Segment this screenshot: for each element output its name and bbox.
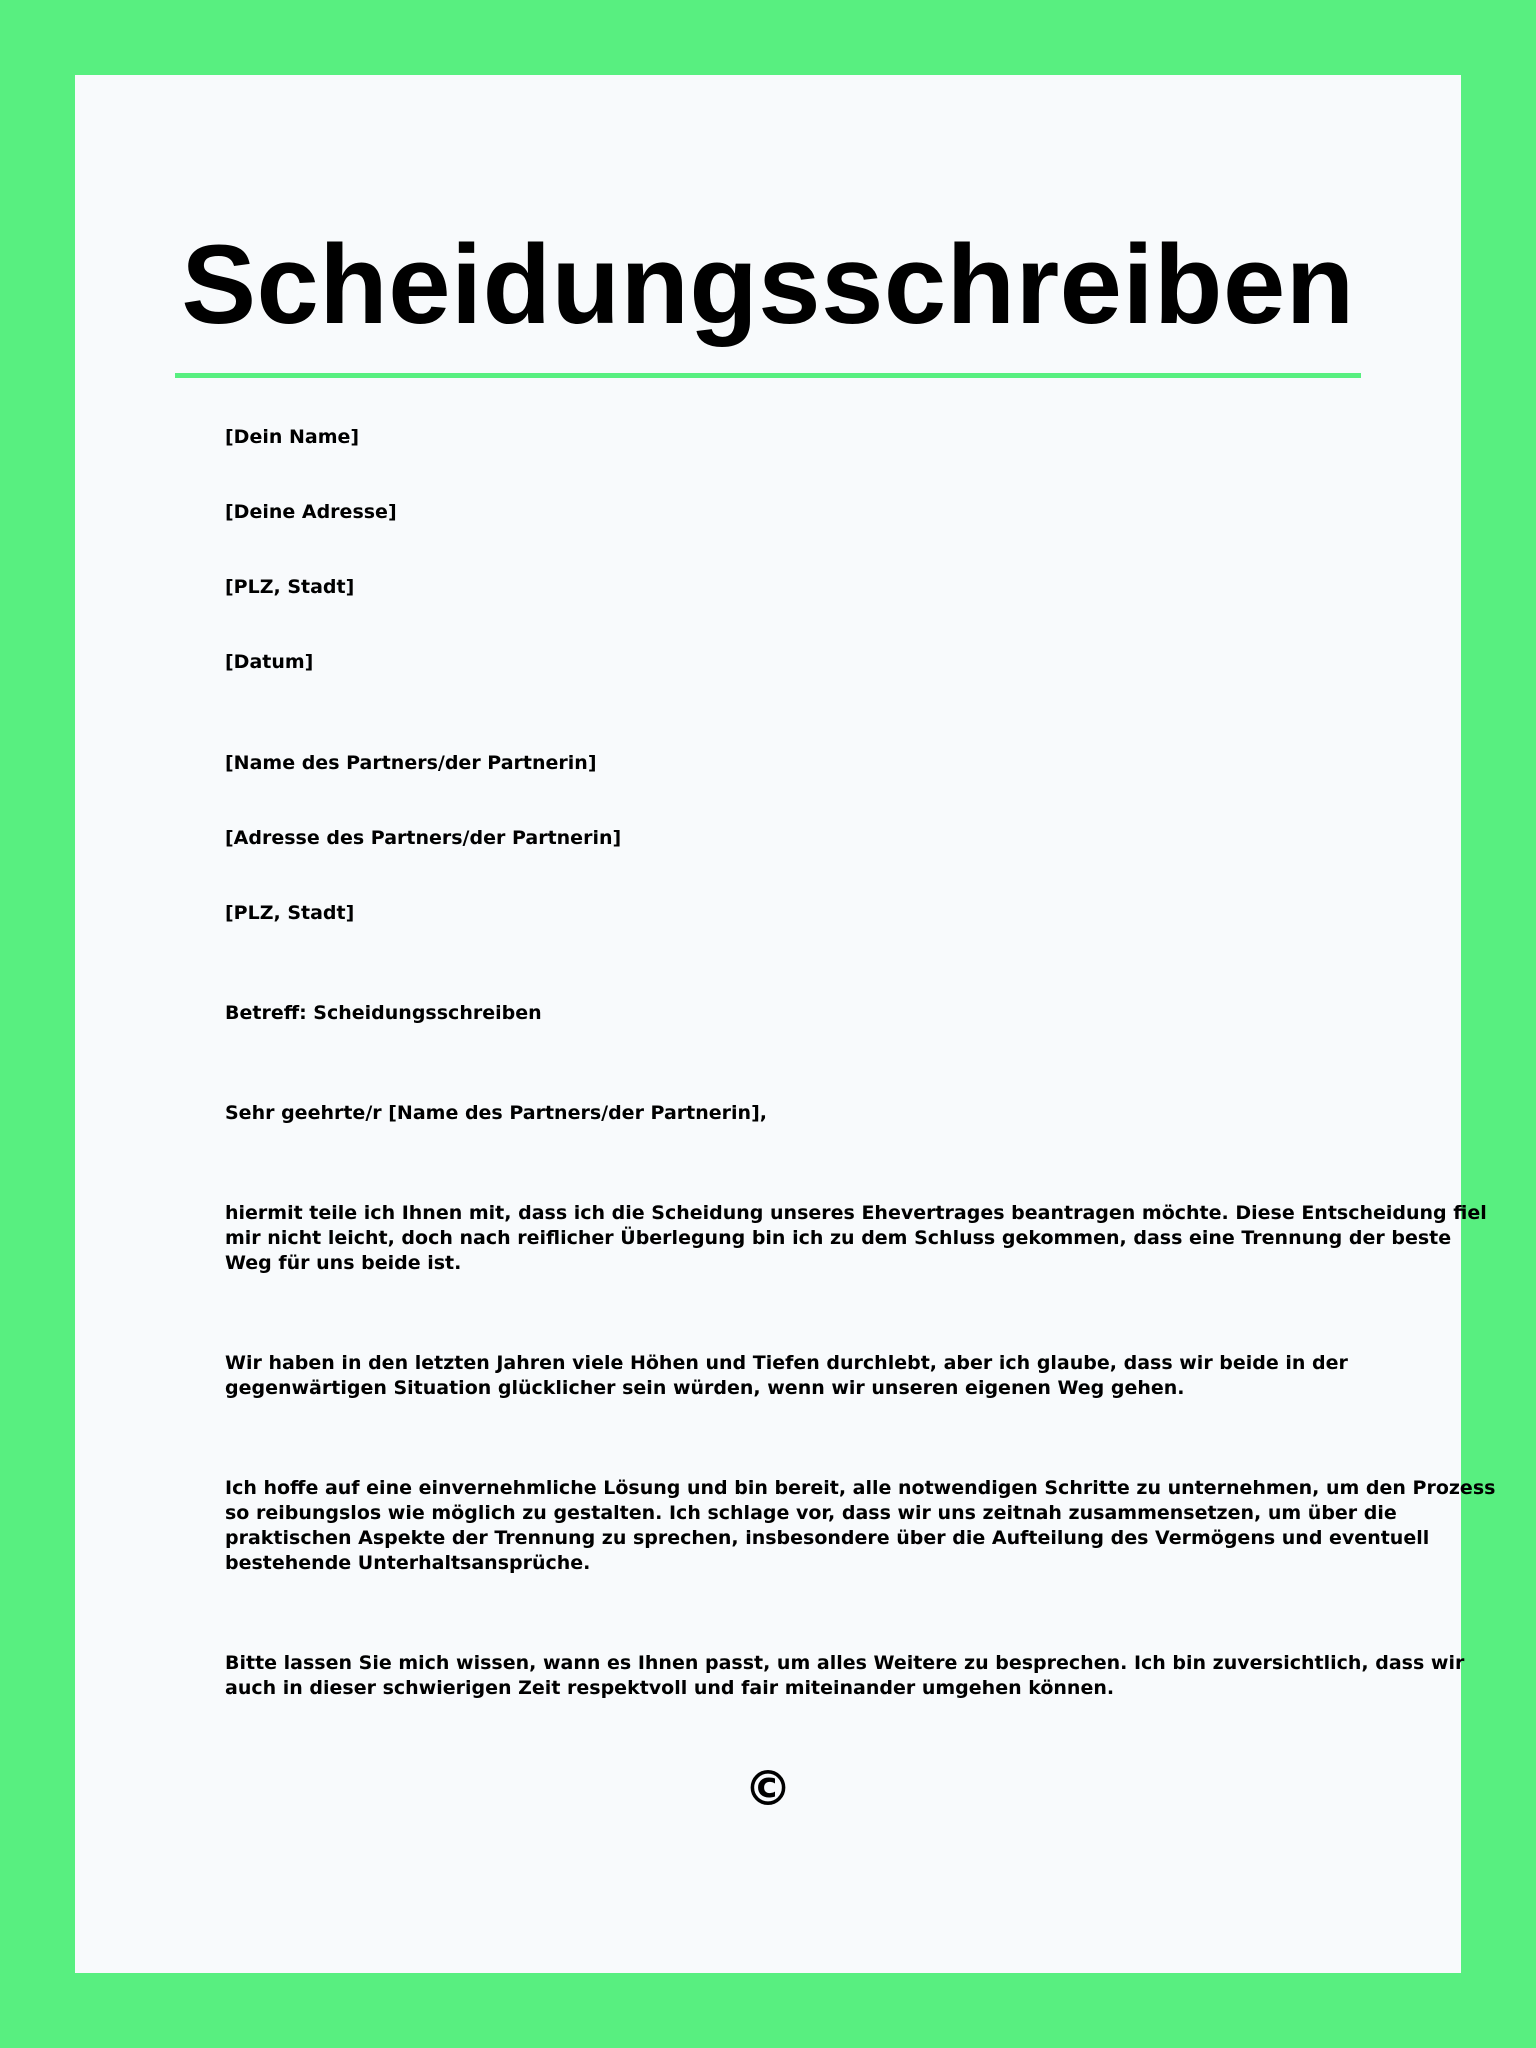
paragraph-line: hiermit teile ich Ihnen mit, dass ich die Scheidung unseres Ehevertrages beantragen möchte. Diese Entscheidung fiel (225, 1202, 1487, 1224)
paragraph-line: so reibungslos wie möglich zu gestalten. Ich schlage vor, dass wir uns zeitnah zusammensetzen, um über die (225, 1502, 1397, 1524)
paragraph-line: auch in dieser schwierigen Zeit respektvoll und fair miteinander umgehen können. (225, 1677, 1115, 1699)
title-divider (175, 373, 1361, 378)
salutation: Sehr geehrte/r [Name des Partners/der Partnerin], (225, 1102, 767, 1124)
letter-body (225, 425, 1496, 1701)
paragraph-line: Weg für uns beide ist. (225, 1252, 462, 1274)
sender-address: [Deine Adresse] (225, 501, 397, 523)
paragraph-line: gegenwärtigen Situation glücklicher sein würden, wenn wir unseren eigenen Weg gehen. (225, 1377, 1185, 1399)
paragraph-2 (225, 1351, 1425, 1401)
sender-city: [PLZ, Stadt] (225, 576, 355, 598)
subject-line: Betreff: Scheidungsschreiben (225, 1002, 542, 1024)
paragraph-line: praktischen Aspekte der Trennung zu sprechen, insbesondere über die Aufteilung des Vermögens und eventuell (225, 1527, 1430, 1549)
paragraph-1 (225, 1201, 1487, 1276)
paragraph-line: Bitte lassen Sie mich wissen, wann es Ihnen passt, um alles Weitere zu besprechen. Ich bin zuversichtlich, dass wir (225, 1652, 1465, 1674)
recipient-name: [Name des Partners/der Partnerin] (225, 752, 597, 774)
sender-name: [Dein Name] (225, 426, 360, 448)
paragraph-line: bestehende Unterhaltsansprüche. (225, 1552, 591, 1574)
paragraph-line: Ich hoffe auf eine einvernehmliche Lösung und bin bereit, alle notwendigen Schritte zu unternehmen, um den Prozess (225, 1477, 1496, 1499)
paragraph-3 (225, 1476, 1496, 1576)
recipient-address: [Adresse des Partners/der Partnerin] (225, 827, 622, 849)
paragraph-line: Wir haben in den letzten Jahren viele Höhen und Tiefen durchlebt, aber ich glaube, dass wir beide in der (225, 1352, 1348, 1374)
paragraph-line: mir nicht leicht, doch nach reiflicher Überlegung bin ich zu dem Schluss gekommen, dass eine Trennung der beste (225, 1227, 1452, 1249)
document-page (75, 75, 1496, 1973)
paragraph-4 (225, 1651, 1465, 1701)
copyright-icon: © (744, 1761, 792, 1817)
document-title: Scheidungsschreiben (181, 222, 1355, 347)
letter-date: [Datum] (225, 651, 314, 673)
recipient-city: [PLZ, Stadt] (225, 902, 355, 924)
